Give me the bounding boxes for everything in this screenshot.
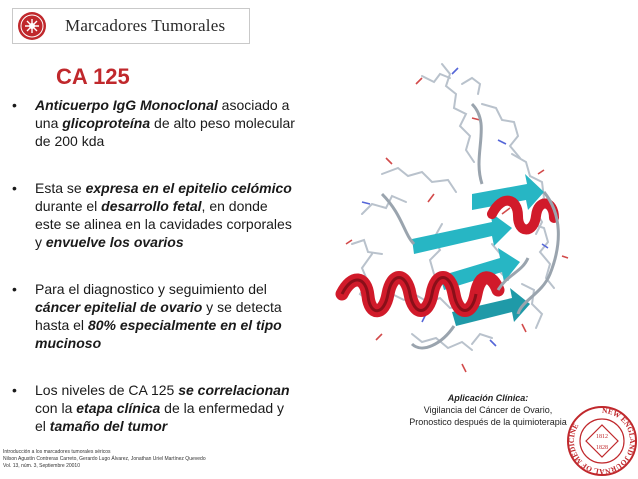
bullet-text bbox=[35, 97, 295, 149]
emphasis-text: expresa en el epitelio celómico bbox=[85, 180, 292, 196]
plain-text: Para el diagnostico y seguimiento del bbox=[35, 281, 267, 297]
nejm-seal-icon bbox=[566, 405, 638, 479]
bullet-dot: • bbox=[12, 382, 17, 398]
plain-text: Esta se bbox=[35, 180, 86, 196]
emphasis-text: se correlacionan bbox=[178, 382, 290, 398]
plain-text: Los niveles de CA 125 bbox=[35, 382, 179, 398]
nejm-ring-text: NEW ENGLAND JOURNAL OF MEDICINE bbox=[566, 405, 637, 477]
alpha-helix-ribbon bbox=[342, 201, 554, 311]
header-title: Marcadores Tumorales bbox=[65, 16, 226, 35]
bullet-dot: • bbox=[12, 281, 17, 297]
emphasis-text: glicoproteína bbox=[62, 115, 151, 131]
bullet-item bbox=[8, 179, 298, 251]
header-box bbox=[12, 8, 250, 44]
plain-text: durante el bbox=[35, 198, 102, 214]
emphasis-text: Anticuerpo IgG Monoclonal bbox=[35, 97, 218, 113]
citation-title: Introducción a los marcadores tumorales séricos bbox=[3, 449, 111, 455]
emphasis-text: 80% especialmente en el tipo mucinoso bbox=[35, 317, 282, 351]
emphasis-text: envuelve los ovarios bbox=[45, 234, 184, 250]
bullet-list bbox=[8, 96, 298, 435]
slide-title: CA 125 bbox=[56, 64, 130, 89]
caption-line: Vigilancia del Cáncer de Ovario, bbox=[423, 405, 553, 415]
caption-line: Pronostico después de la quimioterapia bbox=[409, 417, 567, 427]
emphasis-text: etapa clínica bbox=[76, 400, 161, 416]
bullet-item bbox=[8, 381, 298, 435]
plain-text: y se detecta hasta el bbox=[35, 299, 282, 333]
caption-title: Aplicación Clínica: bbox=[447, 393, 529, 403]
emphasis-text: cáncer epitelial de ovario bbox=[35, 299, 203, 315]
plain-text: de la enfermedad y el bbox=[35, 400, 285, 434]
bullet-dot: • bbox=[12, 180, 17, 196]
figure-caption bbox=[388, 392, 588, 428]
bullet-item bbox=[8, 280, 298, 352]
nejm-year-1: 1812 bbox=[596, 434, 608, 440]
plain-text: con la bbox=[35, 400, 77, 416]
nejm-year-2: 1828 bbox=[596, 445, 608, 451]
emphasis-text: tamaño del tumor bbox=[49, 418, 168, 434]
bullet-text bbox=[35, 281, 282, 351]
citation-footer bbox=[3, 449, 206, 470]
citation-volume: Vol. 13, núm. 3, Septiembre 20010 bbox=[3, 463, 80, 469]
citation-authors: Nilson Agustín Contreras Carreto, Gerardo Lugo Álvarez, Jonathan Uriel Martínez Quevedo bbox=[3, 456, 206, 462]
plain-text: asociado a una bbox=[35, 97, 290, 131]
plain-text: de alto peso molecular de 200 kda bbox=[35, 115, 295, 149]
bullet-item bbox=[8, 96, 298, 150]
bullet-text bbox=[35, 180, 292, 250]
bullet-dot: • bbox=[12, 97, 17, 113]
plain-text: , en donde este se alinea en la cavidades corporales y bbox=[35, 198, 292, 250]
university-seal-icon bbox=[17, 11, 47, 41]
protein-ribbon-structure-icon bbox=[322, 44, 584, 384]
bullet-text bbox=[35, 382, 290, 434]
emphasis-text: desarrollo fetal bbox=[101, 198, 202, 214]
